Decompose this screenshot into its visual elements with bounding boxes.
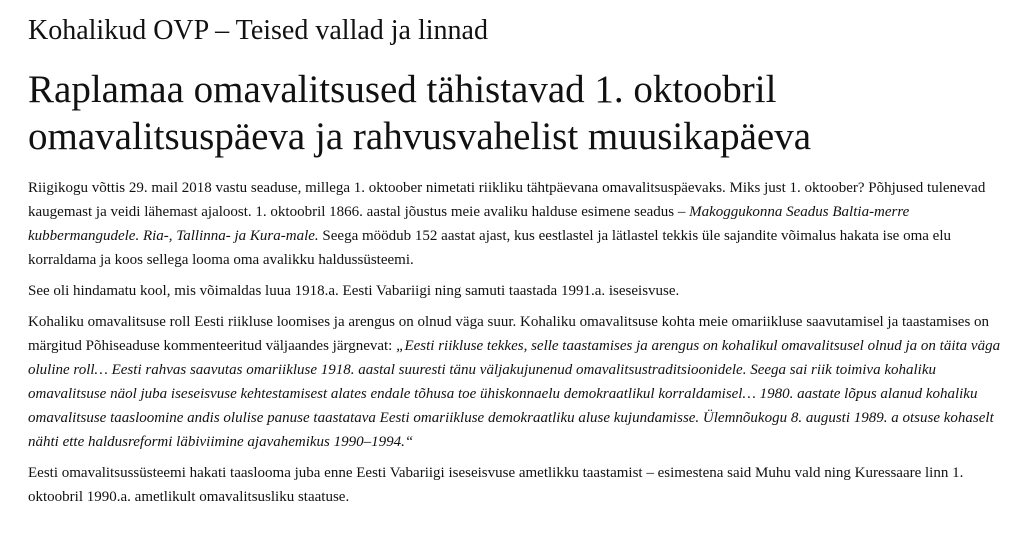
paragraph-1 (28, 176, 1018, 272)
paragraph-1-text-b: Seega möödub 152 aastat ajast, kus eestlastel ja lätlastel tekkis üle sajandite võimalus hakata ise oma elu korraldama ja koos sellega looma oma avalikku haldussüsteemi. (28, 228, 951, 268)
paragraph-3 (28, 310, 1018, 454)
paragraph-3-quote: „Eesti riikluse tekkes, selle taastamises ja arengus on kohalikul omavalitsusel olnud ja on täita väga oluline roll… Eesti rahvas saavutas omariikluse 1918. aastal suuresti tänu väljakujunenud omavalitsustraditsioonidele. Seega sai riik toimiva kohaliku omavalitsuse näol juba iseseisvuse kehtestamisest alates endale tõhusa toe ühiskonnaelu demokraatlikul korraldamisel… 1980. aastate lõpus alanud kohaliku omavalitsuse taasloomine andis olulise panuse taastatava Eesti omariikluse demokraatliku aluse kujundamisse. Ülemnõukogu 8. augusti 1989. a otsuse kohaselt nähti ette haldusreformi läbiviimine ajavahemikus 1990–1994.“ (28, 338, 1001, 450)
article-category: Kohalikud OVP – Teised vallad ja linnad (28, 15, 488, 46)
paragraph-3-text: Kohaliku omavalitsuse roll Eesti riikluse loomises ja arengus on olnud väga suur. Kohaliku omavalitsuse kohta meie omariikluse saavutamisel ja taastamises on märgitud Põhiseaduse kommenteeritud väljaandes järgnevat: (28, 314, 990, 354)
paragraph-1-text-a: Riigikogu võttis 29. mail 2018 vastu seaduse, millega 1. oktoober nimetati riikliku tähtpäevana omavalitsuspäevaks. Miks just 1. oktoober? Põhjused tulenevad kaugemast ja veidi lähemast ajaloost. 1. oktoobril 1866. aastal jõustus meie avaliku halduse esimene seadus – (28, 180, 986, 220)
paragraph-1-law-title: Makoggukonna Seadus Baltia-merre kubbermangudele. Ria-, Tallinna- ja Kura-male. (28, 204, 910, 244)
article-title: Raplamaa omavalitsused tähistavad 1. oktoobril omavalitsuspäeva ja rahvusvahelist muusikapäeva (28, 68, 812, 158)
paragraph-4: Eesti omavalitsussüsteemi hakati taaslooma juba enne Eesti Vabariigi iseseisvuse ametlikku taastamist – esimestena said Muhu vald ning Kuressaare linn 1. oktoobril 1990.a. ametlikult omavalitsusliku staatuse. (28, 465, 964, 505)
paragraph-2: See oli hindamatu kool, mis võimaldas luua 1918.a. Eesti Vabariigi ning samuti taastada 1991.a. iseseisvuse. (28, 283, 680, 299)
